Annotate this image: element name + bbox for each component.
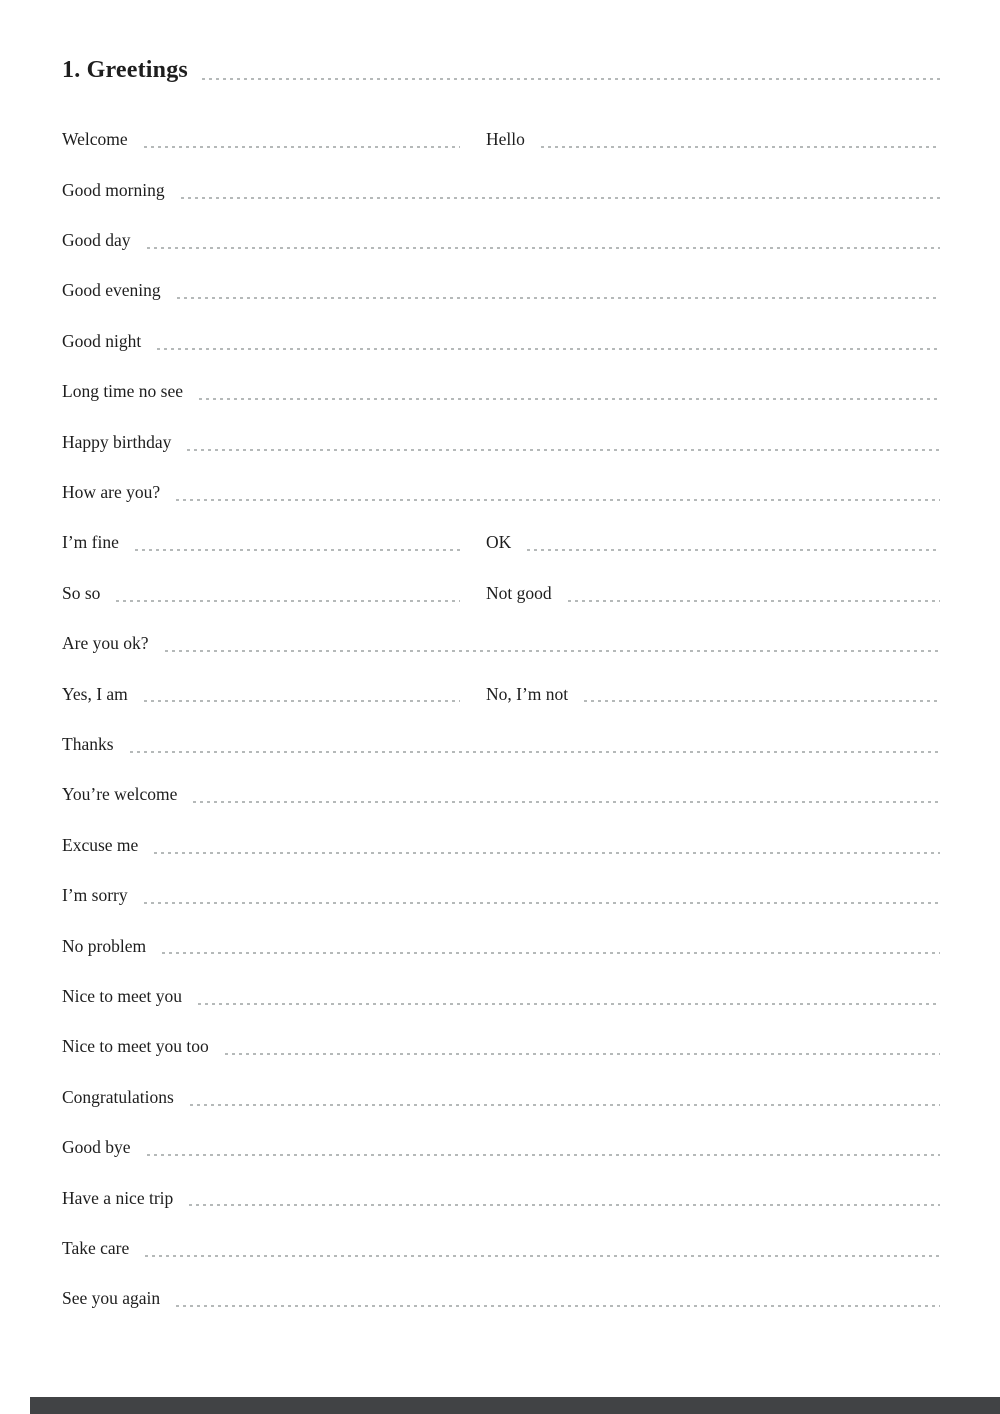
phrase-label: Good night: [62, 330, 142, 351]
phrase-label: Thanks: [62, 734, 114, 754]
phrase-row: [62, 403, 940, 453]
phrase-cell: [62, 129, 460, 151]
answer-dotted-line: [162, 952, 940, 954]
phrase-cell: [62, 381, 940, 403]
answer-dotted-line: [568, 600, 940, 602]
phrase-cell: [62, 532, 460, 554]
phrase-label: Take care: [62, 1237, 130, 1258]
phrase-label: Nice to meet you too: [62, 1036, 209, 1057]
phrase-cell: [486, 684, 940, 706]
phrase-label: How are you?: [62, 482, 161, 503]
phrase-cell: [486, 583, 940, 605]
answer-dotted-line: [181, 197, 940, 199]
phrase-label: Yes, I am: [62, 683, 128, 704]
phrase-cell: [62, 1288, 940, 1310]
phrase-row: [62, 655, 940, 705]
phrase-cell: [62, 835, 940, 857]
phrase-cell: [62, 784, 940, 806]
phrase-cell: [62, 734, 940, 756]
phrase-label: Good day: [62, 230, 131, 251]
answer-dotted-line: [199, 398, 940, 400]
phrase-cell: [62, 583, 460, 605]
answer-dotted-line: [193, 801, 940, 803]
phrase-label: OK: [486, 532, 512, 553]
phrase-cell: [62, 331, 940, 353]
phrase-label: Excuse me: [62, 834, 139, 855]
phrase-cell: [62, 1238, 940, 1260]
phrase-list: [62, 101, 940, 1310]
phrase-row: [62, 554, 940, 604]
phrase-cell: [62, 1188, 940, 1210]
phrase-cell: [486, 129, 940, 151]
answer-dotted-line: [177, 297, 940, 299]
phrase-row: [62, 202, 940, 252]
phrase-row: [62, 302, 940, 352]
phrase-label: I’m sorry: [62, 885, 128, 906]
phrase-label: Not good: [486, 582, 552, 603]
phrase-cell: [62, 432, 940, 454]
answer-dotted-line: [130, 751, 940, 753]
phrase-row: [62, 605, 940, 655]
answer-dotted-line: [144, 146, 460, 148]
answer-dotted-line: [147, 247, 940, 249]
phrase-cell: [62, 986, 940, 1008]
phrase-label: Good evening: [62, 280, 161, 301]
phrase-cell: [62, 1137, 940, 1159]
answer-dotted-line: [527, 549, 940, 551]
phrase-cell: [62, 1036, 940, 1058]
phrase-row: [62, 1260, 940, 1310]
answer-dotted-line: [541, 146, 940, 148]
answer-dotted-line: [176, 1305, 940, 1307]
phrase-label: So so: [62, 582, 101, 603]
phrase-cell: [486, 532, 940, 554]
answer-dotted-line: [154, 852, 940, 854]
phrase-cell: [62, 280, 940, 302]
answer-dotted-line: [176, 499, 940, 501]
phrase-row: [62, 1159, 940, 1209]
answer-dotted-line: [187, 449, 940, 451]
phrase-row: [62, 101, 940, 151]
phrase-label: Welcome: [62, 129, 128, 150]
phrase-label: See you again: [62, 1288, 161, 1309]
phrase-label: No problem: [62, 935, 147, 956]
answer-dotted-line: [144, 700, 460, 702]
phrase-row: [62, 1008, 940, 1058]
page-title: 1. Greetings: [62, 57, 188, 83]
phrase-row: [62, 806, 940, 856]
phrase-row: [62, 151, 940, 201]
phrase-label: Congratulations: [62, 1086, 174, 1107]
phrase-cell: [62, 230, 940, 252]
phrase-row: [62, 1058, 940, 1108]
phrase-label: Good bye: [62, 1137, 131, 1158]
phrase-label: Good morning: [62, 179, 165, 200]
phrase-row: [62, 756, 940, 806]
answer-dotted-line: [157, 348, 940, 350]
answer-dotted-line: [145, 1255, 940, 1257]
answer-dotted-line: [144, 902, 940, 904]
phrase-cell: [62, 180, 940, 202]
phrase-row: [62, 857, 940, 907]
phrase-label: Hello: [486, 129, 525, 150]
phrase-cell: [62, 684, 460, 706]
answer-dotted-line: [135, 549, 460, 551]
phrase-row: [62, 957, 940, 1007]
answer-dotted-line: [190, 1104, 940, 1106]
phrase-row: [62, 353, 940, 403]
answer-dotted-line: [584, 700, 940, 702]
answer-dotted-line: [165, 650, 940, 652]
phrase-label: Happy birthday: [62, 431, 172, 452]
phrase-cell: [62, 885, 940, 907]
phrase-row: [62, 252, 940, 302]
phrase-row: [62, 504, 940, 554]
phrase-cell: [62, 482, 940, 504]
phrase-row: [62, 705, 940, 755]
heading-dotted-line: [202, 78, 940, 80]
answer-dotted-line: [189, 1204, 940, 1206]
phrase-cell: [62, 936, 940, 958]
answer-dotted-line: [225, 1053, 940, 1055]
phrase-label: Have a nice trip: [62, 1187, 174, 1208]
section-heading-row: [62, 56, 940, 85]
phrase-label: Nice to meet you: [62, 985, 183, 1006]
phrase-row: [62, 1209, 940, 1259]
answer-dotted-line: [147, 1154, 940, 1156]
phrase-row: [62, 907, 940, 957]
phrase-cell: [62, 1087, 940, 1109]
phrase-row: [62, 454, 940, 504]
phrase-label: Are you ok?: [62, 633, 149, 654]
phrase-row: [62, 1109, 940, 1159]
phrase-label: Long time no see: [62, 381, 184, 402]
phrase-cell: [62, 633, 940, 655]
phrase-label: No, I’m not: [486, 683, 569, 704]
phrase-label: I’m fine: [62, 532, 119, 553]
bottom-dark-bar: [30, 1397, 1000, 1414]
answer-dotted-line: [116, 600, 460, 602]
phrase-label: You’re welcome: [62, 784, 178, 805]
answer-dotted-line: [198, 1003, 940, 1005]
